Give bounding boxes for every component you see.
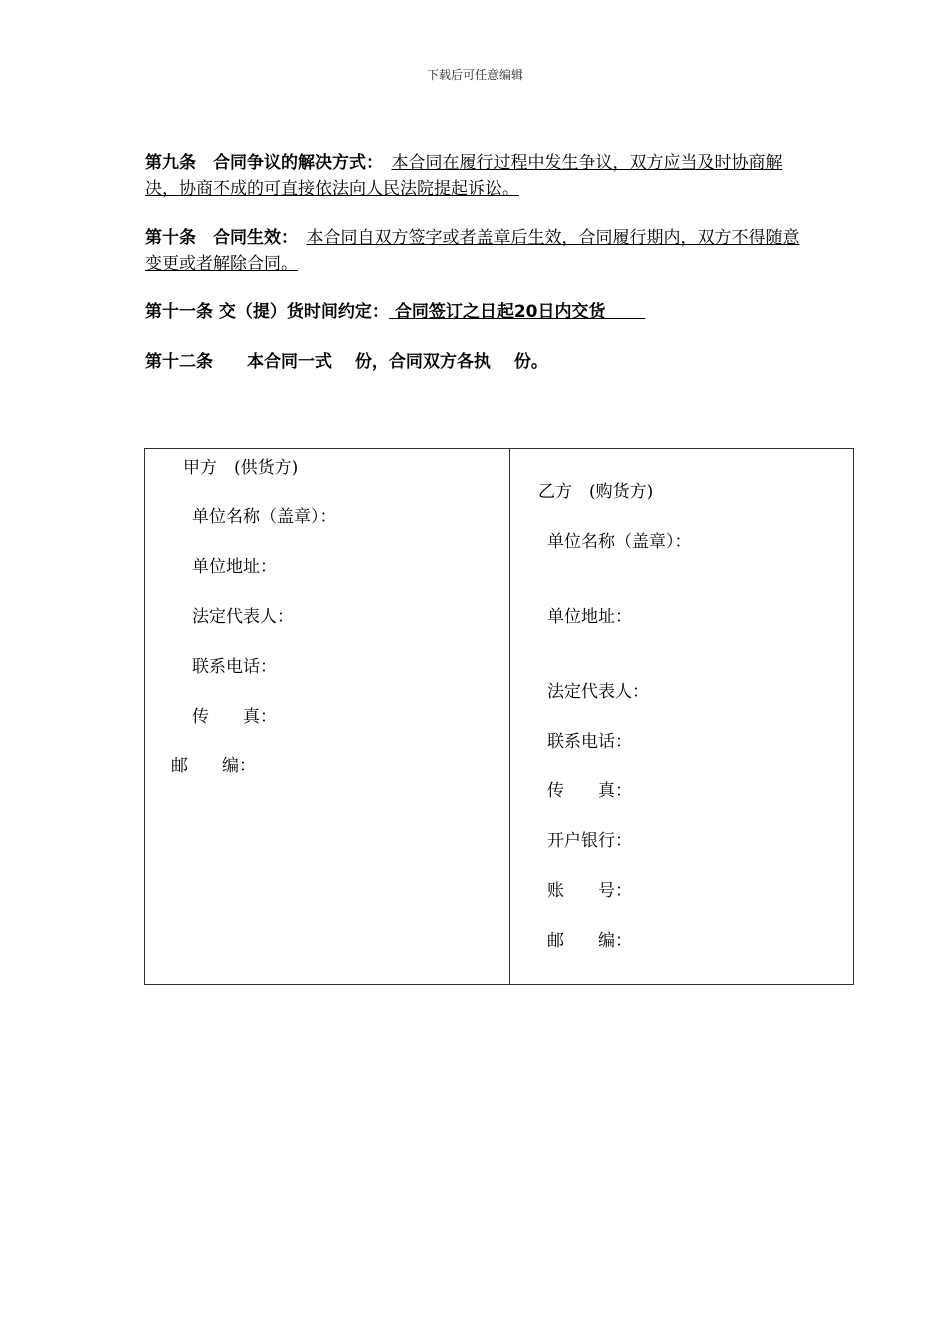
party-a-rep-label: 法定代表人： (192, 607, 294, 627)
party-b-phone-label: 联系电话： (547, 732, 632, 752)
party-a-address-label: 单位地址： (192, 557, 277, 577)
party-b-zip-label: 邮 编： (547, 931, 632, 951)
article-11 (145, 299, 810, 325)
signature-table-divider (509, 449, 510, 984)
party-a-zip-label: 邮 编： (171, 756, 256, 776)
signature-table (144, 448, 854, 985)
article-10 (145, 225, 810, 277)
party-b-heading: 乙方 (购货方) (538, 482, 654, 502)
party-b-rep-label: 法定代表人： (547, 682, 649, 702)
party-b-fax-label: 传 真： (547, 781, 632, 801)
party-a-phone-label: 联系电话： (192, 657, 277, 677)
article-10-body: 本合同自双方签字或者盖章后生效，合同履行期内，双方不得随意变更或者解除合同。 (145, 228, 800, 274)
article-11-body: 合同签订之日起20日内交货 (388, 302, 646, 322)
page-header-note: 下载后可任意编辑 (426, 68, 523, 82)
article-12 (145, 349, 810, 375)
article-9-body: 本合同在履行过程中发生争议，双方应当及时协商解决，协商不成的可直接依法向人民法院提起诉讼。 (145, 153, 783, 199)
article-11-title: 第十一条 交（提）货时间约定： (145, 302, 389, 322)
article-10-gap (290, 228, 307, 248)
party-a-fax-label: 传 真： (192, 707, 277, 727)
party-b-address-label: 单位地址： (547, 607, 632, 627)
article-9-title: 第九条 合同争议的解决方式： (145, 153, 375, 173)
party-a-heading: 甲方 (供货方) (183, 458, 299, 478)
party-a-name-label: 单位名称（盖章）： (192, 507, 337, 527)
party-b-bank-label: 开户银行： (547, 831, 632, 851)
party-b-account-label: 账 号： (547, 881, 632, 901)
article-9 (145, 150, 810, 202)
article-9-gap (375, 153, 392, 173)
article-10-title: 第十条 合同生效： (145, 228, 290, 248)
party-b-name-label: 单位名称（盖章）： (547, 532, 692, 552)
article-12-title: 第十二条 本合同一式 份，合同双方各执 份。 (145, 352, 548, 372)
